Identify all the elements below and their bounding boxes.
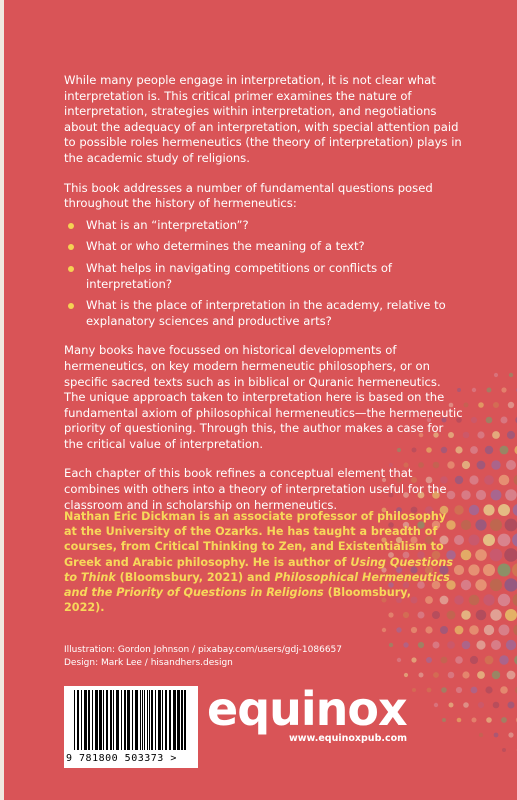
decorative-dot (411, 627, 417, 633)
isbn-number: 9 781800 503373 > (66, 753, 177, 764)
decorative-dot (456, 687, 462, 693)
decorative-dot (483, 504, 494, 515)
decorative-dot (490, 609, 501, 620)
decorative-dot (475, 579, 486, 590)
decorative-dot (508, 402, 514, 408)
decorative-dot (498, 534, 511, 547)
decorative-dot (477, 461, 486, 470)
decorative-dot (475, 549, 487, 561)
decorative-dot (498, 594, 510, 606)
decorative-dot (468, 564, 479, 575)
decorative-dot (504, 578, 517, 591)
decorative-dot (512, 563, 517, 577)
decorative-dot (478, 402, 484, 408)
decorative-dot (475, 519, 486, 530)
decorative-dot (447, 641, 455, 649)
decorative-dot (491, 460, 500, 469)
decorative-dot (477, 671, 485, 679)
decorative-dot (491, 640, 501, 650)
decorative-dot (469, 505, 479, 515)
blurb-paragraph-2: This book addresses a number of fundamental questions posed throughout the history of hermeneutics: (64, 180, 433, 211)
decorative-dot (419, 673, 424, 678)
decorative-dot (485, 446, 493, 454)
decorative-dot (470, 656, 478, 664)
decorative-dot (505, 609, 517, 621)
decorative-dot (454, 565, 464, 575)
author-bio (64, 509, 454, 615)
decorative-dot (441, 687, 447, 693)
publisher-url: www.equinoxpub.com (289, 733, 408, 744)
decorative-dot (454, 535, 464, 545)
decorative-dot (463, 702, 469, 708)
decorative-dot (494, 733, 499, 738)
decorative-dot (469, 595, 480, 606)
decorative-dot (455, 626, 464, 635)
credits (64, 644, 404, 669)
bullet-icon (68, 303, 74, 309)
decorative-dot (469, 535, 480, 546)
isbn-barcode (64, 686, 198, 768)
decorative-dot (487, 388, 492, 393)
decorative-dot (490, 519, 502, 531)
publisher-logo (207, 681, 437, 744)
bullet-icon (68, 266, 74, 272)
decorative-dot (471, 687, 478, 694)
bio-text: (Bloomsbury, 2022). (64, 586, 411, 615)
back-cover (4, 0, 517, 800)
decorative-dot (477, 431, 484, 438)
decorative-dot (493, 702, 500, 709)
decorative-dot (504, 548, 517, 562)
decorative-dot (484, 625, 494, 635)
decorative-dot (440, 626, 448, 634)
bullet-icon (68, 244, 74, 250)
decorative-dot (404, 673, 408, 677)
decorative-dot (476, 610, 487, 621)
decorative-dot (462, 641, 471, 650)
decorative-dot (457, 718, 462, 723)
question-item (86, 261, 464, 292)
decorative-dot (501, 417, 508, 424)
decorative-dot (442, 718, 446, 722)
decorative-dot (505, 519, 517, 532)
decorative-dot (506, 640, 516, 650)
question-text: What is an “interpretation”? (86, 217, 249, 232)
decorative-dot (469, 475, 478, 484)
decorative-dot (382, 628, 386, 632)
decorative-dot (500, 686, 508, 694)
decorative-dot (509, 373, 513, 377)
decorative-dot (411, 657, 416, 662)
barcode-icon (72, 690, 190, 752)
decorative-dot (502, 748, 506, 752)
illustration-credit: Illustration: Gordon Johnson / pixabay.com/users/gdj-1086657 (64, 645, 343, 655)
decorative-dot (472, 388, 476, 392)
cover-blurb (64, 73, 464, 527)
book-title: Philosophical Hermeneutics and the Priority of Questions in Religions (64, 570, 450, 600)
decorative-dot (486, 717, 492, 723)
blurb-paragraph-4: Each chapter of this book refines a conceptual element that combines with others into a theory of interpretation useful for the classroom and in scholarship on hermeneutics. (64, 466, 447, 512)
decorative-dot (501, 387, 506, 392)
decorative-dot (508, 702, 515, 709)
decorative-dot (490, 579, 502, 591)
decorative-dot (486, 417, 493, 424)
decorative-dot (485, 656, 494, 665)
decorative-dot (500, 446, 509, 455)
decorative-dot (441, 657, 448, 664)
decorative-dot (506, 460, 516, 470)
book-title: Using Questions to Think (64, 555, 454, 584)
decorative-dot (472, 718, 477, 723)
decorative-dot (433, 672, 439, 678)
decorative-dot (448, 672, 455, 679)
design-credit: Design: Mark Lee / hisandhers.design (64, 657, 233, 668)
decorative-dot (455, 656, 463, 664)
bullet-icon (68, 223, 74, 229)
blurb-paragraph-3: Many books have focussed on historical developments of hermeneutics, on key modern hermeneutic philosophers, or on specific sacred texts such as in biblical or Quranic hermeneutics. The unique approach taken to interpretation here is based on the fundamental axiom of philosophical hermeneutics—the hermeneutic priority of questioning. Through this, the author makes a case for the critical value of interpretation. (64, 343, 463, 451)
decorative-dot (499, 655, 508, 664)
decorative-dot (507, 431, 515, 439)
decorative-dot (396, 627, 401, 632)
decorative-dot (464, 403, 469, 408)
decorative-dot (512, 533, 517, 547)
decorative-dot (514, 475, 517, 486)
decorative-dot (494, 373, 498, 377)
question-item (86, 298, 464, 329)
decorative-dot (469, 625, 479, 635)
decorative-dot (492, 671, 500, 679)
decorative-dot (507, 671, 516, 680)
decorative-dot (499, 475, 510, 486)
decorative-dot (484, 475, 494, 485)
decorative-dot (485, 686, 492, 693)
logo-wordmark: equinox (207, 682, 407, 736)
decorative-dot (425, 626, 432, 633)
question-item (86, 218, 464, 234)
bio-text: Nathan Eric Dickman is an associate professor of philosophy at the University of the Ozarks. He has taught a breadth of courses, from Critical Thinking to Zen, and Existentialism to Greek and Arabic philosophy. He is author of (64, 510, 447, 569)
bio-text: (Bloomsbury, 2021) and (115, 570, 275, 584)
question-list (64, 218, 464, 330)
decorative-dot (461, 610, 471, 620)
decorative-dot (505, 489, 517, 501)
decorative-dot (471, 417, 477, 423)
blurb-paragraph-1: While many people engage in interpretation, it is not clear what interpretation is. This critical primer examines the nature of interpretation, strategies within interpretation, and negotiations about the adequacy of an interpretation, with special attention paid to possible roles hermeneutics (the theory of interpretation) plays in the academic study of religions. (64, 73, 462, 165)
decorative-dot (433, 642, 440, 649)
decorative-dot (499, 625, 510, 636)
decorative-dot (461, 550, 472, 561)
decorative-dot (498, 564, 511, 577)
decorative-dot (476, 640, 485, 649)
decorative-dot (513, 504, 517, 517)
decorative-dot (513, 594, 517, 607)
decorative-dot (483, 534, 495, 546)
decorative-dot (490, 549, 503, 562)
decorative-dot (454, 595, 464, 605)
decorative-dot (426, 657, 432, 663)
decorative-dot (492, 431, 500, 439)
decorative-dot (418, 642, 424, 648)
decorative-dot (483, 594, 494, 605)
question-item (86, 239, 464, 255)
decorative-dot (498, 504, 510, 516)
decorative-dot (479, 733, 483, 737)
decorative-dot (449, 703, 454, 708)
decorative-dot (508, 732, 513, 737)
question-text: What helps in navigating competitions or conflicts of interpretation? (86, 260, 393, 291)
decorative-dot (403, 642, 408, 647)
decorative-dot (478, 702, 484, 708)
decorative-dot (470, 446, 478, 454)
decorative-dot (491, 490, 502, 501)
decorative-dot (501, 717, 507, 723)
decorative-dot (493, 402, 499, 408)
decorative-dot (513, 624, 517, 636)
question-text: What is the place of interpretation in the academy, relative to explanatory sciences and productive arts? (86, 298, 446, 328)
question-text: What or who determines the meaning of a text? (86, 239, 365, 254)
decorative-dot (462, 671, 469, 678)
decorative-dot (461, 580, 471, 590)
decorative-dot (476, 490, 486, 500)
decorative-dot (483, 564, 495, 576)
